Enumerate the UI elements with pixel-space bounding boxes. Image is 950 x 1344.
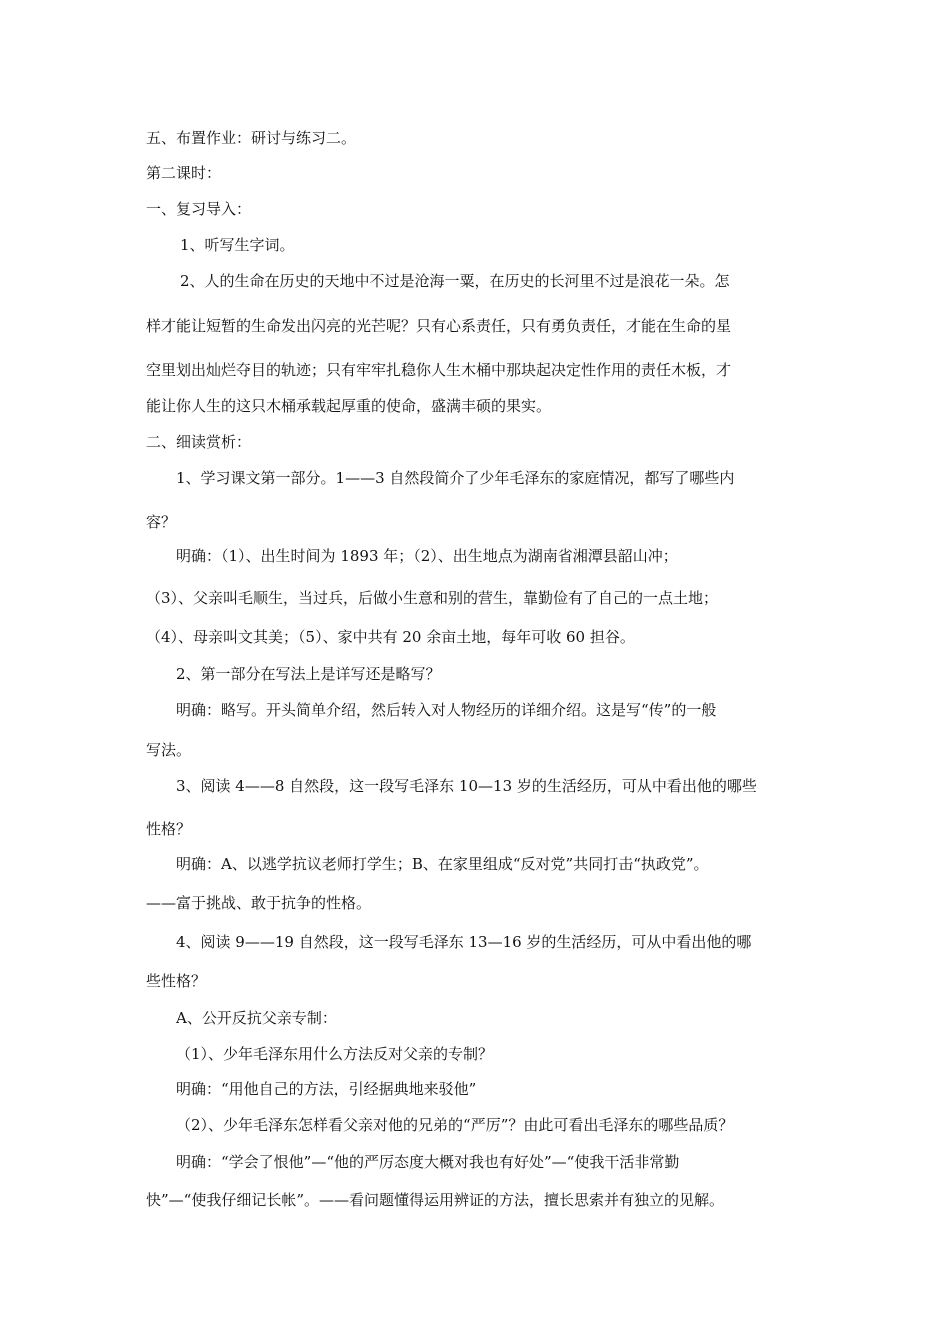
text-line: ——富于挑战、敢于抗争的性格。: [146, 894, 372, 912]
text-line: 明确：A、以逃学抗议老师打学生；B、在家里组成“反对党”共同打击“执政党”。: [176, 855, 709, 873]
text-line: 1、学习课文第一部分。1——3 自然段简介了少年毛泽东的家庭情况，都写了哪些内: [176, 469, 735, 487]
text-line: 写法。: [146, 741, 192, 759]
text-line: （2）、少年毛泽东怎样看父亲对他的兄弟的“严厉”？由此可看出毛泽东的哪些品质？: [176, 1116, 734, 1134]
text-line: （3）、父亲叫毛顺生，当过兵，后做小生意和别的营生，靠勤俭有了自己的一点土地；: [146, 589, 719, 607]
text-line: 二、细读赏析：: [146, 433, 252, 451]
text-line: 4、阅读 9——19 自然段，这一段写毛泽东 13—16 岁的生活经历，可从中看出他的哪: [176, 933, 752, 951]
text-line: （1）、少年毛泽东用什么方法反对父亲的专制？: [176, 1045, 494, 1063]
text-line: 1、听写生字词。: [180, 236, 295, 254]
text-line: 明确：“学会了恨他”—“他的严厉态度大概对我也有好处”—“使我干活非常勤: [176, 1153, 680, 1171]
text-line: 一、复习导入：: [146, 200, 252, 218]
text-line: 容？: [146, 513, 177, 531]
text-line: 空里划出灿烂夺目的轨迹；只有牢牢扎稳你人生木桶中那块起决定性作用的责任木板，才: [146, 361, 732, 379]
text-line: 2、人的生命在历史的天地中不过是沧海一粟，在历史的长河里不过是浪花一朵。怎: [180, 272, 730, 290]
text-line: 第二课时：: [146, 164, 222, 182]
text-line: A、公开反抗父亲专制：: [176, 1009, 337, 1027]
text-line: （4）、母亲叫文其美；（5）、家中共有 20 余亩土地，每年可收 60 担谷。: [146, 628, 635, 646]
text-line: 些性格？: [146, 972, 207, 990]
text-line: 3、阅读 4——8 自然段，这一段写毛泽东 10—13 岁的生活经历，可从中看出他的哪些: [176, 777, 757, 795]
text-line: 快”—“使我仔细记长帐”。——看问题懂得运用辨证的方法，擅长思索并有独立的见解。: [146, 1191, 725, 1209]
text-line: 样才能让短暂的生命发出闪亮的光芒呢？只有心系责任，只有勇负责任，才能在生命的星: [146, 317, 732, 335]
text-line: 明确：（1）、出生时间为 1893 年；（2）、出生地点为湖南省湘潭县韶山冲；: [176, 547, 678, 565]
text-line: 明确：略写。开头简单介绍，然后转入对人物经历的详细介绍。这是写“传”的一般: [176, 701, 717, 719]
text-line: 2、第一部分在写法上是详写还是略写？: [176, 665, 441, 683]
text-line: 能让你人生的这只木桶承载起厚重的使命，盛满丰硕的果实。: [146, 397, 552, 415]
text-line: 五、布置作业：研讨与练习二。: [146, 129, 357, 147]
text-line: 性格？: [146, 820, 192, 838]
text-line: 明确：“用他自己的方法，引经据典地来驳他”: [176, 1080, 477, 1098]
